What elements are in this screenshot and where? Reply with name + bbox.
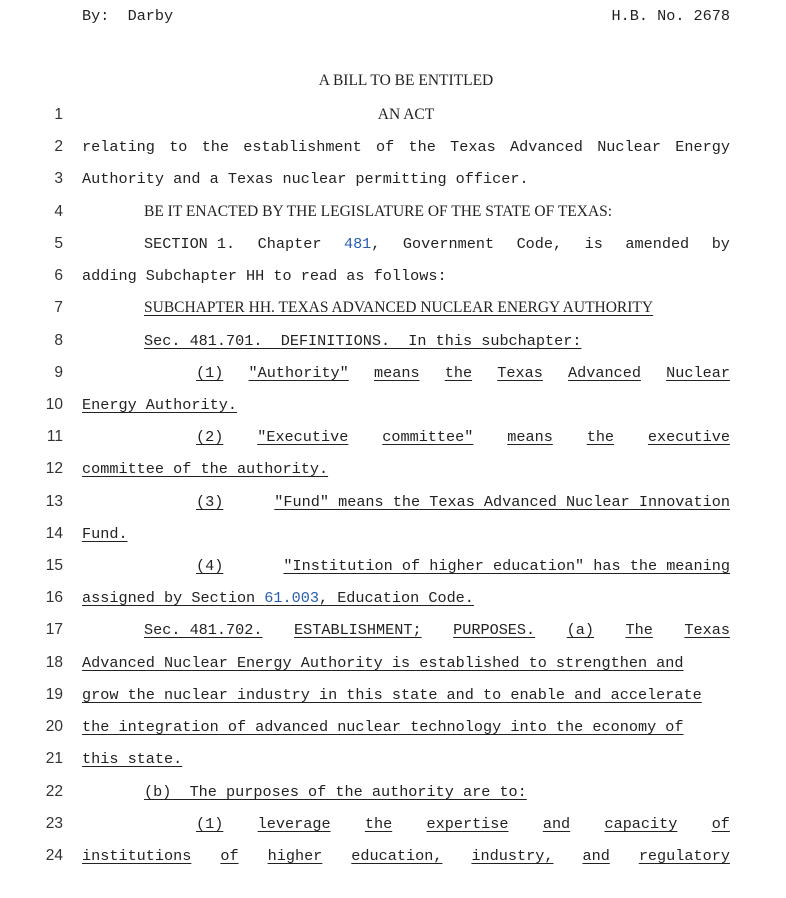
bill-line-17 (0, 619, 786, 651)
line-text (144, 235, 730, 253)
word: of (711, 815, 730, 833)
line-number: 7 (54, 299, 63, 316)
word: the (364, 815, 393, 833)
word: "Institution of higher education" has the meaning (283, 557, 730, 575)
bill-line-15 (0, 555, 786, 587)
line-number: 17 (45, 621, 63, 638)
act-heading: AN ACT (377, 106, 435, 123)
line-number: 6 (54, 267, 63, 284)
bill-line-10 (0, 394, 786, 426)
word: is (584, 235, 603, 253)
line-text: Authority and a Texas nuclear permitting officer. (82, 170, 529, 188)
word: of (220, 847, 239, 865)
word: Nuclear (597, 138, 661, 156)
bill-line-16 (0, 587, 786, 619)
bill-line-12 (0, 458, 786, 490)
line-text: this state. (82, 750, 183, 768)
line-number: 20 (45, 718, 63, 735)
bill-line-13 (0, 491, 786, 523)
word: Advanced (568, 364, 641, 382)
line-text (144, 621, 730, 639)
word: and (542, 815, 571, 833)
word: (3) (196, 493, 224, 511)
line-number: 13 (45, 493, 63, 510)
line-number: 5 (54, 235, 63, 252)
bill-line-6 (0, 265, 786, 297)
bill-line-22 (0, 781, 786, 813)
word: industry, (471, 847, 554, 865)
line-number: 11 (46, 428, 63, 445)
word: Nuclear (666, 364, 730, 382)
bill-line-11 (0, 426, 786, 458)
bill-line-18 (0, 652, 786, 684)
line-text: Energy Authority. (82, 396, 237, 414)
word: Government (402, 235, 495, 253)
bill-line-21 (0, 748, 786, 780)
word: "Authority" (248, 364, 349, 382)
bill-line-9 (0, 362, 786, 394)
line-text (82, 138, 730, 156)
word: Texas (497, 364, 543, 382)
line-text (196, 428, 730, 446)
line-text: Advanced Nuclear Energy Authority is established to strengthen and (82, 654, 684, 672)
word: Texas (450, 138, 496, 156)
bill-line-24 (0, 845, 786, 877)
chapter-481-link[interactable]: 481 (343, 235, 372, 253)
bill-line-8 (0, 330, 786, 362)
line-number: 19 (45, 686, 63, 703)
line-number: 3 (54, 170, 63, 187)
line-text (196, 364, 730, 382)
word: ESTABLISHMENT; (294, 621, 422, 639)
line-number: 9 (54, 364, 63, 381)
line-number: 12 (45, 460, 63, 477)
word: institutions (82, 847, 192, 865)
bill-line-7 (0, 297, 786, 329)
bill-line-5 (0, 233, 786, 265)
bill-line-1 (0, 104, 786, 136)
enacting-clause: BE IT ENACTED BY THE LEGISLATURE OF THE STATE OF TEXAS: (144, 203, 613, 220)
line-number: 22 (45, 783, 63, 800)
word: the (586, 428, 615, 446)
line-number: 23 (45, 815, 63, 832)
word: Texas (684, 621, 730, 639)
word: "Executive (257, 428, 349, 446)
word: (a) (566, 621, 595, 639)
line-number: 16 (45, 589, 63, 606)
line-number: 14 (45, 525, 63, 542)
bill-line-4 (0, 201, 786, 233)
word: Energy (675, 138, 730, 156)
word: expertise (426, 815, 509, 833)
bill-line-3 (0, 168, 786, 200)
word: Sec. 481.702. (144, 621, 263, 639)
bill-title: A BILL TO BE ENTITLED (318, 72, 494, 89)
word: higher (267, 847, 323, 865)
author-label: By: (82, 7, 110, 25)
bill-number: H.B. No. 2678 (611, 7, 730, 25)
word: Advanced (510, 138, 583, 156)
word: PURPOSES. (453, 621, 536, 639)
word: Code, (516, 235, 563, 253)
section-heading: Sec. 481.701. DEFINITIONS. In this subchapter: (144, 332, 582, 350)
word: establishment (243, 138, 362, 156)
word: (4) (196, 557, 224, 575)
section-61-003-link[interactable]: 61.003 (264, 589, 319, 607)
line-text: committee of the authority. (82, 460, 329, 478)
word: means (507, 428, 553, 446)
bill-line-20 (0, 716, 786, 748)
line-number: 8 (54, 332, 63, 349)
word: regulatory (638, 847, 730, 865)
word: the (201, 138, 230, 156)
word: committee" (382, 428, 474, 446)
line-text: assigned by Section 61.003, Education Code. (82, 589, 474, 607)
word: by (711, 235, 730, 253)
line-number: 24 (45, 847, 63, 864)
line-number: 15 (45, 557, 63, 574)
author-name: Darby (127, 7, 174, 25)
line-text (196, 815, 730, 833)
line-text (196, 493, 730, 511)
line-number: 21 (45, 750, 63, 767)
bill-line-2 (0, 136, 786, 168)
line-text: (b) The purposes of the authority are to: (144, 783, 527, 801)
word: The (625, 621, 653, 639)
word: capacity (604, 815, 678, 833)
bill-line-23 (0, 813, 786, 845)
line-number: 4 (54, 203, 63, 220)
word: (1) (196, 815, 224, 833)
line-text: Fund. (82, 525, 128, 543)
word: amended (625, 235, 690, 253)
word: and (582, 847, 610, 865)
word: "Fund" means the Texas Advanced Nuclear Innovation (274, 493, 730, 511)
author-line (82, 7, 173, 25)
word: (1) (196, 364, 224, 382)
subchapter-heading: SUBCHAPTER HH. TEXAS ADVANCED NUCLEAR ENERGY AUTHORITY (144, 299, 654, 316)
line-number: 18 (45, 654, 63, 671)
word: relating (82, 138, 155, 156)
bill-line-19 (0, 684, 786, 716)
word: means (373, 364, 420, 382)
line-text (196, 557, 730, 575)
word: the (408, 138, 436, 156)
line-number: 1 (54, 106, 63, 123)
word: of (376, 138, 395, 156)
word: education, (351, 847, 443, 865)
word: the (444, 364, 473, 382)
line-number: 10 (45, 396, 63, 413)
word: executive (647, 428, 730, 446)
word: to (169, 138, 188, 156)
word: (2) (196, 428, 224, 446)
line-number: 2 (54, 138, 63, 155)
word: Chapter (257, 235, 322, 253)
chapter-ref: 481, (343, 235, 381, 253)
section-label: SECTION 1. (144, 235, 236, 253)
word: leverage (257, 815, 331, 833)
bill-line-14 (0, 523, 786, 555)
line-text: adding Subchapter HH to read as follows: (82, 267, 447, 285)
line-text: the integration of advanced nuclear technology into the economy of (82, 718, 684, 736)
line-text: grow the nuclear industry in this state and to enable and accelerate (82, 686, 702, 704)
line-text (82, 847, 730, 865)
